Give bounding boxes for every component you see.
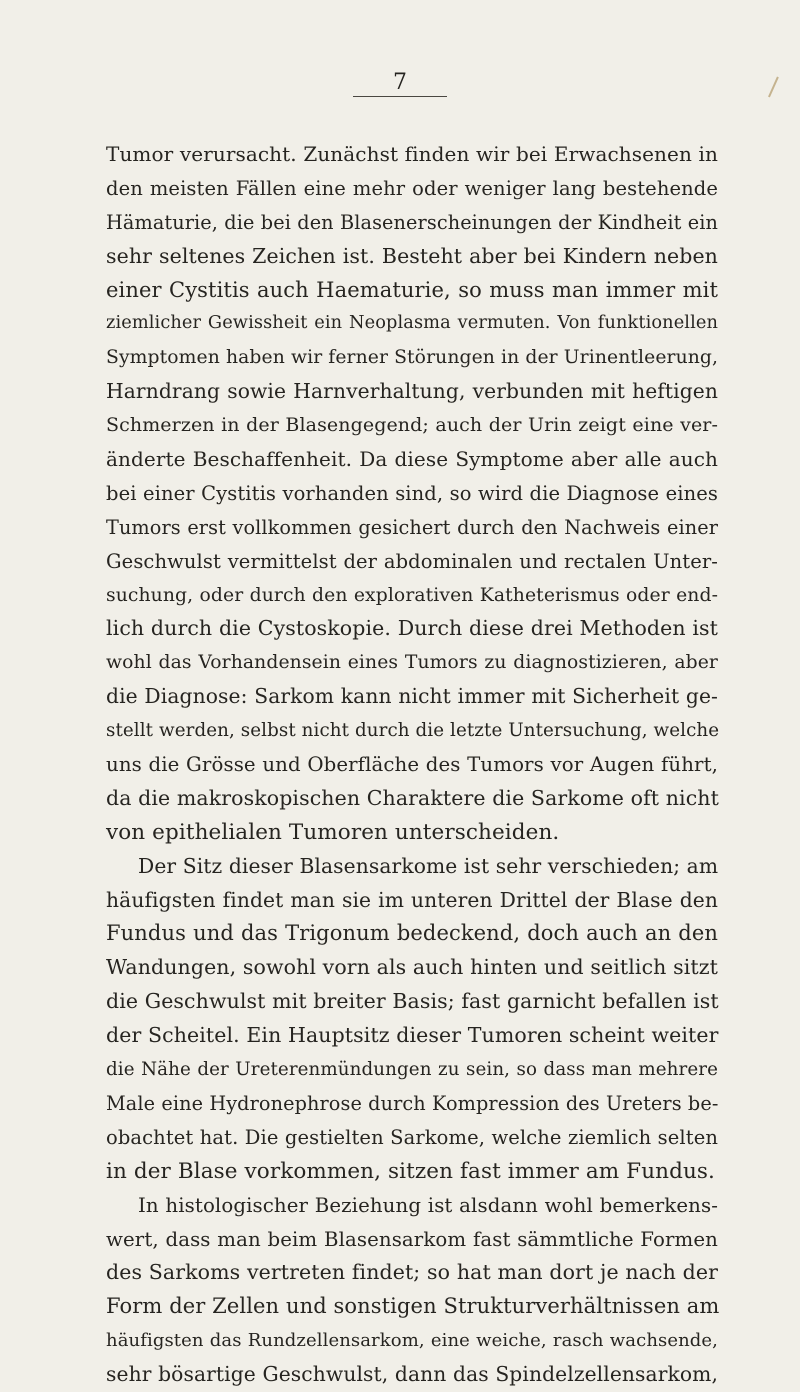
text-line: Form der Zellen und sonstigen Strukturverhältnissen am bbox=[106, 1294, 720, 1319]
text-line: Fundus und das Trigonum bedeckend, doch auch an den bbox=[106, 921, 718, 946]
text-line: uns die Grösse und Oberfläche des Tumors vor Augen führt, bbox=[106, 753, 718, 777]
text-line: Der Sitz dieser Blasensarkome ist sehr verschieden; am bbox=[138, 853, 719, 878]
text-line: obachtet hat. Die gestielten Sarkome, welche ziemlich selten bbox=[106, 1125, 718, 1149]
text-line: den meisten Fällen eine mehr oder weniger lang bestehende bbox=[106, 176, 718, 200]
page-number: 7 bbox=[353, 72, 447, 97]
text-line: von epithelialen Tumoren unterscheiden. bbox=[106, 819, 560, 845]
text-line: Symptomen haben wir ferner Störungen in der Urinentleerung, bbox=[106, 347, 719, 369]
text-line: Wandungen, sowohl vorn als auch hinten und seitlich sitzt bbox=[106, 955, 718, 980]
text-line: Geschwulst vermittelst der abdominalen und rectalen Unter- bbox=[106, 549, 718, 573]
text-line: ziemlicher Gewissheit ein Neoplasma vermuten. Von funktionellen bbox=[106, 313, 718, 334]
text-line: des Sarkoms vertreten findet; so hat man dort je nach der bbox=[106, 1260, 718, 1285]
text-line: sehr bösartige Geschwulst, dann das Spindelzellensarkom, bbox=[106, 1362, 718, 1387]
text-line: die Nähe der Ureterenmündungen zu sein, so dass man mehrere bbox=[106, 1059, 718, 1081]
text-line: bei einer Cystitis vorhanden sind, so wird die Diagnose eines bbox=[106, 481, 718, 505]
text-line: suchung, oder durch den explorativen Katheterismus oder end- bbox=[106, 584, 718, 606]
text-line: Schmerzen in der Blasengegend; auch der Urin zeigt eine ver- bbox=[106, 414, 718, 437]
text-line: wohl das Vorhandensein eines Tumors zu diagnostizieren, aber bbox=[106, 652, 718, 674]
text-line: Harndrang sowie Harnverhaltung, verbunden mit heftigen bbox=[106, 379, 718, 404]
page-number-area bbox=[340, 72, 460, 97]
text-line: lich durch die Cystoskopie. Durch diese drei Methoden ist bbox=[106, 616, 718, 641]
text-line: sehr seltenes Zeichen ist. Besteht aber bei Kindern neben bbox=[106, 243, 718, 268]
text-line: der Scheitel. Ein Hauptsitz dieser Tumoren scheint weiter bbox=[106, 1023, 719, 1048]
text-line: wert, dass man beim Blasensarkom fast sämmtliche Formen bbox=[106, 1227, 718, 1251]
text-line: Tumor verursacht. Zunächst finden wir bei Erwachsenen in bbox=[106, 142, 718, 166]
text-line: Male eine Hydronephrose durch Kompression des Ureters be- bbox=[106, 1091, 719, 1115]
text-line: Tumors erst vollkommen gesichert durch den Nachweis einer bbox=[106, 515, 718, 539]
paper-mark bbox=[768, 77, 788, 102]
text-line: einer Cystitis auch Haematurie, so muss man immer mit bbox=[106, 277, 718, 302]
text-line: da die makroskopischen Charaktere die Sarkome oft nicht bbox=[106, 785, 719, 810]
text-line: häufigsten das Rundzellensarkom, eine weiche, rasch wachsende, bbox=[106, 1330, 718, 1352]
text-line: Hämaturie, die bei den Blasenerscheinungen der Kindheit ein bbox=[106, 210, 718, 234]
text-line: änderte Beschaffenheit. Da diese Symptome aber alle auch bbox=[106, 447, 718, 472]
text-line: häufigsten findet man sie im unteren Drittel der Blase den bbox=[106, 887, 718, 912]
text-line: In histologischer Beziehung ist alsdann wohl bemerkens- bbox=[138, 1193, 718, 1217]
text-line: die Diagnose: Sarkom kann nicht immer mit Sicherheit ge- bbox=[106, 684, 718, 709]
body-text bbox=[106, 138, 718, 1392]
text-line: in der Blase vorkommen, sitzen fast immer am Fundus. bbox=[106, 1158, 715, 1184]
text-line: stellt werden, selbst nicht durch die letzte Untersuchung, welche bbox=[106, 720, 720, 742]
text-line: die Geschwulst mit breiter Basis; fast garnicht befallen ist bbox=[106, 989, 719, 1014]
